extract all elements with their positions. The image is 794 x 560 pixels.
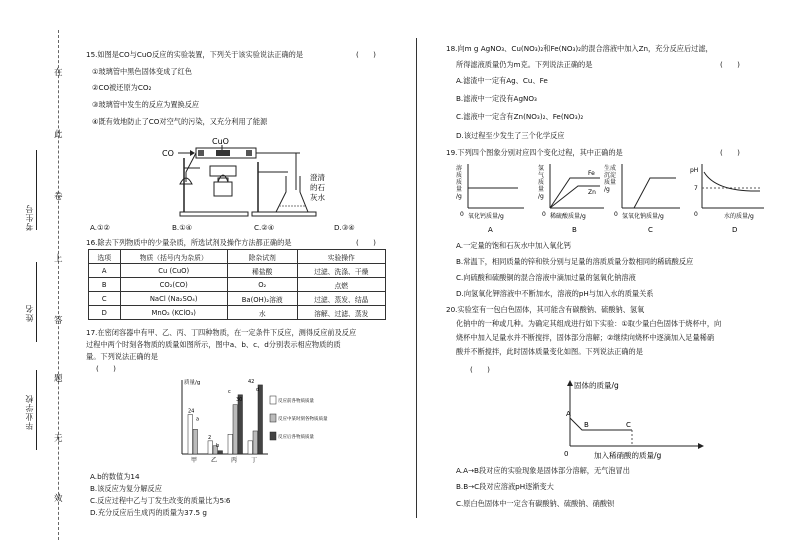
category-label: 乙 xyxy=(211,457,218,464)
svg-text:/g: /g xyxy=(456,193,462,200)
question-stem: 15.如图是CO与CuO反应的实验装置，下列关于该实验说法正确的是 xyxy=(86,50,304,59)
bar-value-label: 42 xyxy=(248,378,255,385)
seal-margin xyxy=(0,0,82,560)
x-axis-label: 加入稀硝酸的质量/g xyxy=(594,451,662,460)
legend-swatch xyxy=(270,414,276,422)
seal-char: 题 xyxy=(54,374,63,384)
question-stem: 量。下列说法正确的是 xyxy=(86,352,158,361)
svg-text:0: 0 xyxy=(542,211,546,218)
option-d[interactable]: D.③④ xyxy=(334,223,355,232)
svg-text:质: 质 xyxy=(456,179,463,186)
bar xyxy=(228,434,233,454)
svg-text:C: C xyxy=(648,226,653,234)
table-cell: MnO₂ (KClO₃) xyxy=(120,306,227,320)
svg-text:0: 0 xyxy=(460,211,464,218)
graph-a xyxy=(456,164,524,234)
answer-paren: ( ) xyxy=(96,364,116,373)
question-stem: 酸并不断搅拌，此时固体质量变化如图。下列说法正确的是 xyxy=(456,347,643,356)
table-cell: C xyxy=(89,292,121,306)
mass-bar-chart xyxy=(168,374,338,468)
legend-swatch xyxy=(270,396,276,404)
seal-char: 无 xyxy=(54,434,63,444)
legend-label: 反应前各物质质量 xyxy=(278,399,314,404)
bar xyxy=(258,385,263,454)
svg-text:质: 质 xyxy=(538,179,545,186)
table-header: 物质（括号内为杂质） xyxy=(120,250,227,264)
bar-value-label: a xyxy=(196,416,200,423)
svg-text:Fe: Fe xyxy=(588,170,595,177)
bar xyxy=(193,429,198,454)
answer-paren: ( ) xyxy=(470,365,490,374)
seal-char: 此 xyxy=(54,130,63,140)
graph-d xyxy=(690,164,764,234)
limewater-label: 的石 xyxy=(310,183,325,192)
bar-value-label: c xyxy=(228,388,231,395)
cuo-label: CuO xyxy=(212,137,229,146)
table-header: 实验操作 xyxy=(297,250,385,264)
seal-char: 答 xyxy=(54,316,63,326)
bar xyxy=(208,441,213,454)
table-cell: 点燃 xyxy=(297,278,385,292)
question-stem: 烧杯中加入足量水并不断搅拌，固体部分溶解；②继续向烧杯中逐滴加入足量稀硝 xyxy=(456,333,715,342)
svg-text:pH: pH xyxy=(690,167,699,174)
blank-line xyxy=(36,150,37,230)
svg-text:0: 0 xyxy=(564,450,569,458)
table-cell: B xyxy=(89,278,121,292)
question-stem: 17.在密闭容器中有甲、乙、丙、丁四种物质，在一定条件下反应，测得反应前及反应 xyxy=(86,328,357,337)
question-stem: 18.向m g AgNO₃、Cu(NO₃)₂和Fe(NO₃)₂的混合溶液中加入Zn，充分反应后过滤， xyxy=(446,44,713,53)
table-header-row xyxy=(89,250,386,264)
co-label: CO xyxy=(162,149,174,158)
table-row xyxy=(89,292,386,306)
option-d[interactable]: D.该过程至少发生了三个化学反应 xyxy=(456,131,565,140)
table-cell: 过滤、蒸发、结晶 xyxy=(297,292,385,306)
table-cell: 稀盐酸 xyxy=(227,264,297,278)
column-divider xyxy=(416,38,417,518)
answer-paren: ( ) xyxy=(356,50,376,59)
table-cell: NaCl (Na₂SO₄) xyxy=(120,292,227,306)
seal-char: 上 xyxy=(54,254,63,264)
svg-text:溶: 溶 xyxy=(456,165,463,172)
bar xyxy=(248,441,253,454)
y-axis-label: 质量/g xyxy=(184,380,201,386)
option-c[interactable]: C.滤液中一定含有Zn(NO₃)₂、Fe(NO₃)₂ xyxy=(456,112,584,121)
svg-text:水的质量/g: 水的质量/g xyxy=(724,213,754,220)
svg-text:质: 质 xyxy=(456,172,463,179)
legend-label: 反应中某时刻各物质质量 xyxy=(278,417,328,422)
svg-text:质量: 质量 xyxy=(604,179,617,186)
option-b[interactable]: B.该反应为复分解反应 xyxy=(90,484,162,493)
graph-c xyxy=(604,164,680,234)
apparatus-diagram xyxy=(160,132,330,218)
legend-swatch xyxy=(270,432,276,440)
svg-text:0: 0 xyxy=(614,211,618,218)
svg-text:氢: 氢 xyxy=(538,165,545,172)
bar-value-label: 2 xyxy=(208,434,212,441)
statement-item: ②CO被还原为CO₂ xyxy=(92,83,152,92)
label-name: 姓名 xyxy=(25,304,34,322)
svg-text:/g: /g xyxy=(604,186,610,193)
seal-char: 卷 xyxy=(54,192,63,202)
svg-text:A: A xyxy=(488,226,493,234)
bar xyxy=(253,431,258,454)
table-header: 除杂试剂 xyxy=(227,250,297,264)
option-c[interactable]: C.向硫酸和硫酸铜的混合溶液中滴加过量的氢氧化钠溶液 xyxy=(456,273,636,282)
option-a[interactable]: A.b的数值为14 xyxy=(90,472,140,481)
table-row xyxy=(89,306,386,320)
svg-text:B: B xyxy=(572,226,577,234)
svg-text:生成: 生成 xyxy=(604,165,617,172)
impurity-table xyxy=(88,249,386,320)
bar xyxy=(218,451,223,454)
four-graphs xyxy=(454,162,770,236)
option-a[interactable]: A.一定量的饱和石灰水中加入氧化钙 xyxy=(456,241,571,250)
answer-paren: ( ) xyxy=(356,238,376,247)
category-label: 丁 xyxy=(251,457,258,464)
statement-item: ④既有效地防止了CO对空气的污染，又充分利用了能源 xyxy=(92,117,268,126)
option-d[interactable]: D.充分反应后生成丙的质量为37.5 g xyxy=(90,508,207,517)
graph-b xyxy=(538,164,604,234)
category-label: 丙 xyxy=(231,457,238,464)
seal-char: 效 xyxy=(54,494,63,504)
bar xyxy=(188,415,193,454)
blank-line xyxy=(36,370,37,450)
table-cell: 过滤、洗涤、干燥 xyxy=(297,264,385,278)
svg-text:沉淀: 沉淀 xyxy=(604,172,617,179)
bar xyxy=(233,405,238,454)
seal-char: 在 xyxy=(54,68,63,78)
svg-text:/g: /g xyxy=(538,193,544,200)
seal-dashed-line xyxy=(58,30,59,540)
option-a[interactable]: A.A→B段对应的实验现象是固体部分溶解，无气泡冒出 xyxy=(456,466,630,475)
table-cell: Ba(OH)₂溶液 xyxy=(227,292,297,306)
category-label: 甲 xyxy=(191,457,198,464)
label-school: 毕业学校 xyxy=(25,394,34,430)
bar xyxy=(238,395,243,454)
answer-paren: ( ) xyxy=(720,60,740,69)
svg-text:B: B xyxy=(584,421,589,429)
option-b[interactable]: B.①④ xyxy=(172,223,193,232)
table-cell: O₂ xyxy=(227,278,297,292)
table-row xyxy=(89,278,386,292)
svg-text:氢氧化钠质量/g: 氢氧化钠质量/g xyxy=(622,213,664,220)
option-c[interactable]: C.反应过程中乙与丁发生改变的质量比为5∶6 xyxy=(90,496,231,505)
question-stem: 16.除去下列物质中的少量杂质，所选试剂及操作方法都正确的是 xyxy=(86,238,292,247)
svg-text:Zn: Zn xyxy=(588,189,596,196)
svg-text:气: 气 xyxy=(538,172,545,179)
y-axis-label: 固体的质量/g xyxy=(574,381,619,390)
bar-value-label: 30 xyxy=(236,396,243,403)
statement-item: ③玻璃管中发生的反应为置换反应 xyxy=(92,100,200,109)
svg-text:C: C xyxy=(626,421,631,429)
blank-line xyxy=(36,262,37,342)
table-cell: 水 xyxy=(227,306,297,320)
option-b[interactable]: B.常温下，相同质量的锌和铁分别与足量的溶质质量分数相同的稀硫酸反应 xyxy=(456,257,694,266)
svg-text:0: 0 xyxy=(694,211,698,218)
question-stem: 20.实验室有一包白色固体，其可能含有碳酸钠、硫酸钠、氢氧 xyxy=(446,305,645,314)
svg-text:稀硫酸质量/g: 稀硫酸质量/g xyxy=(550,213,586,220)
table-cell: A xyxy=(89,264,121,278)
svg-text:A: A xyxy=(566,410,571,418)
table-cell: 溶解、过滤、蒸发 xyxy=(297,306,385,320)
question-stem: 19.下列四个图象分别对应四个变化过程，其中正确的是 xyxy=(446,148,623,157)
statement-item: ①玻璃管中黑色固体变成了红色 xyxy=(92,67,192,76)
option-d[interactable]: D.向氢氧化钾溶液中不断加水，溶液的pH与加入水的质量关系 xyxy=(456,289,654,298)
table-cell: D xyxy=(89,306,121,320)
question-stem: 过程中两个时刻各物质的质量如图所示，图中a、b、c、d分别表示相应物质的质 xyxy=(86,340,341,349)
limewater-label: 灰水 xyxy=(310,193,325,202)
question-stem: 化钠中的一种或几种。为确定其组成进行如下实验：①取少量白色固体于烧杯中，向 xyxy=(456,319,722,328)
bar-value-label: d xyxy=(256,386,260,393)
question-stem: 所得滤液质量仍为m克。下列说法正确的是 xyxy=(456,60,593,69)
answer-paren: ( ) xyxy=(720,148,740,157)
bar-value-label: 24 xyxy=(188,408,195,415)
limewater-label: 澄清 xyxy=(310,173,325,182)
solid-mass-graph xyxy=(560,378,720,464)
option-c[interactable]: C.原白色固体中一定含有碳酸钠、硫酸钠、硝酸钡 xyxy=(456,499,615,508)
svg-text:量: 量 xyxy=(538,186,545,193)
option-a[interactable]: A.滤渣中一定有Ag、Cu、Fe xyxy=(456,76,548,85)
svg-text:氧化钙质量/g: 氧化钙质量/g xyxy=(468,213,504,220)
bar-value-label: b xyxy=(216,442,220,449)
option-b[interactable]: B.B→C段对应溶液pH逐渐变大 xyxy=(456,482,554,491)
table-row xyxy=(89,264,386,278)
option-b[interactable]: B.滤液中一定没有AgNO₃ xyxy=(456,94,537,103)
option-c[interactable]: C.②④ xyxy=(254,223,275,232)
legend-label: 反应后各物质质量 xyxy=(278,435,314,440)
table-cell: CO₂(CO) xyxy=(120,278,227,292)
svg-text:D: D xyxy=(732,226,738,234)
option-a[interactable]: A.①② xyxy=(90,223,110,232)
table-header: 选项 xyxy=(89,250,121,264)
table-cell: Cu (CuO) xyxy=(120,264,227,278)
svg-text:量: 量 xyxy=(456,186,463,193)
label-exam-number: 考生号 xyxy=(25,204,34,231)
svg-text:7: 7 xyxy=(694,185,698,192)
